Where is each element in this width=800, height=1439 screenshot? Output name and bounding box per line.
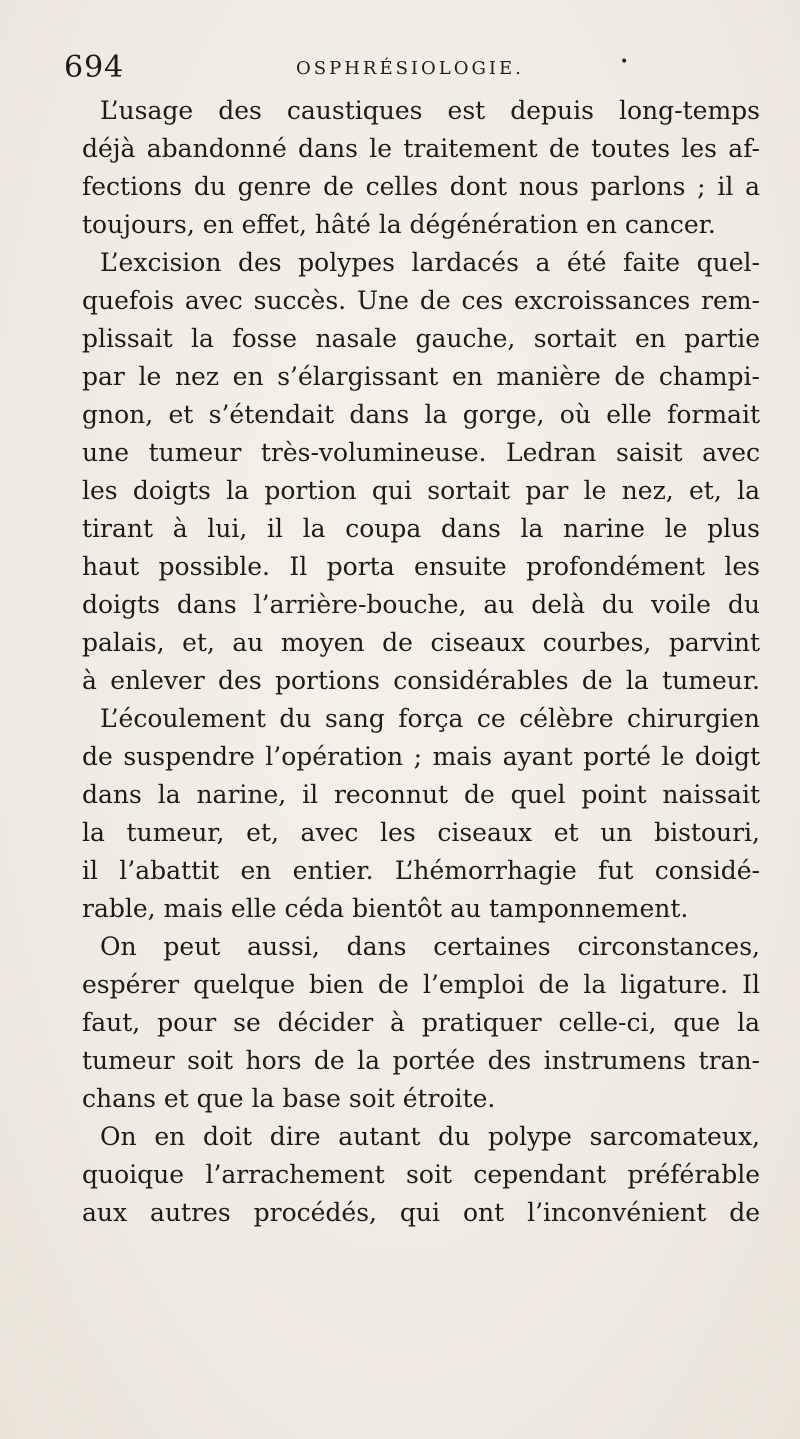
text-line: On peut aussi, dans certaines circonstances, xyxy=(100,932,760,961)
text-line: palais, et, au moyen de ciseaux courbes, parvint xyxy=(82,628,760,657)
text-line: quoique l’arrachement soit cependant préférable xyxy=(82,1160,760,1189)
text-line: L’excision des polypes lardacés a été faite quel- xyxy=(100,248,760,277)
text-line: plissait la fosse nasale gauche, sortait en partie xyxy=(82,324,760,353)
text-line: il l’abattit en entier. L’hémorrhagie fut considé- xyxy=(82,856,760,885)
text-line: une tumeur très-volumineuse. Ledran saisit avec xyxy=(82,438,760,467)
text-line: On en doit dire autant du polype sarcomateux, xyxy=(100,1122,760,1151)
text-line: espérer quelque bien de l’emploi de la ligature. Il xyxy=(82,970,760,999)
running-title: OSPHRÉSIOLOGIE. xyxy=(296,58,524,79)
text-line: gnon, et s’étendait dans la gorge, où elle formait xyxy=(82,400,760,429)
text-line: par le nez en s’élargissant en manière de champi- xyxy=(82,362,760,391)
text-line: fections du genre de celles dont nous parlons ; il a xyxy=(82,172,760,201)
text-line: L’usage des caustiques est depuis long-temps xyxy=(100,96,760,125)
text-line: doigts dans l’arrière-bouche, au delà du voile du xyxy=(82,590,760,619)
text-line: quefois avec succès. Une de ces excroissances rem- xyxy=(82,286,760,315)
text-line: chans et que la base soit étroite. xyxy=(82,1084,496,1113)
text-line: haut possible. Il porta ensuite profondément les xyxy=(82,552,760,581)
text-line: faut, pour se décider à pratiquer celle-ci, que la xyxy=(82,1008,760,1037)
text-line: tumeur soit hors de la portée des instrumens tran- xyxy=(82,1046,760,1075)
body-text xyxy=(82,92,760,1232)
running-head xyxy=(64,50,764,90)
text-line: toujours, en effet, hâté la dégénération en cancer. xyxy=(82,210,716,239)
text-line: les doigts la portion qui sortait par le nez, et, la xyxy=(82,476,760,505)
text-line: la tumeur, et, avec les ciseaux et un bistouri, xyxy=(82,818,760,847)
text-line: de suspendre l’opération ; mais ayant porté le doigt xyxy=(82,742,760,771)
text-line: L’écoulement du sang força ce célèbre chirurgien xyxy=(100,704,760,733)
text-line: déjà abandonné dans le traitement de toutes les af- xyxy=(82,134,760,163)
text-line: dans la narine, il reconnut de quel point naissait xyxy=(82,780,760,809)
text-line: tirant à lui, il la coupa dans la narine le plus xyxy=(82,514,760,543)
bullet-mark: • xyxy=(620,54,629,70)
text-line: rable, mais elle céda bientôt au tamponnement. xyxy=(82,894,689,923)
page-number: 694 xyxy=(64,50,125,85)
text-line: à enlever des portions considérables de la tumeur. xyxy=(82,666,760,695)
text-line: aux autres procédés, qui ont l’inconvénient de xyxy=(82,1198,760,1227)
